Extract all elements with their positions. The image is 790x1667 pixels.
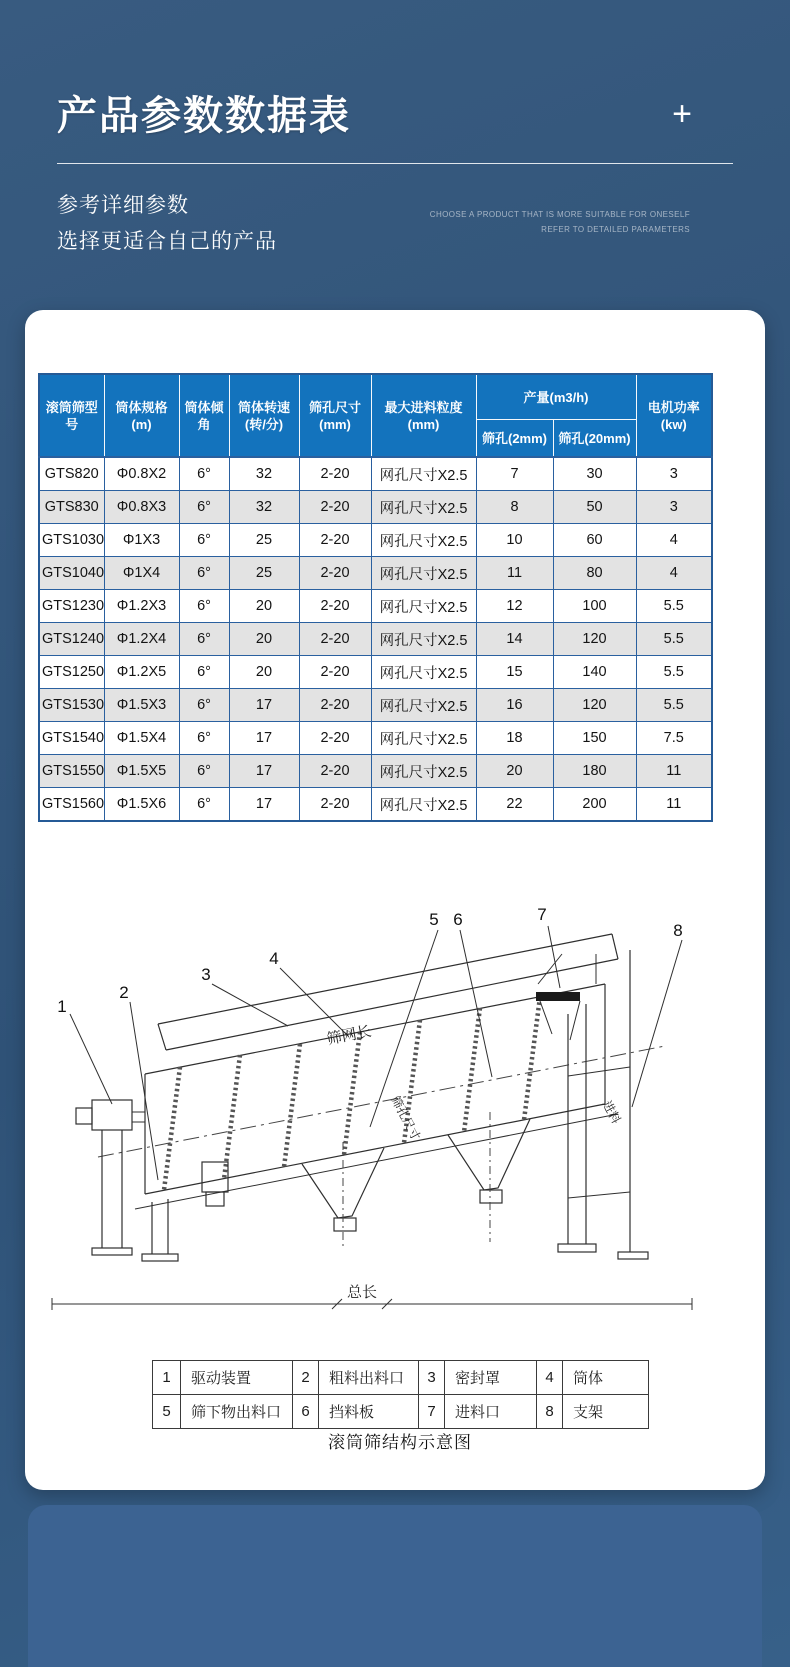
trommel-drawing [40, 862, 750, 1362]
legend-number: 6 [293, 1395, 319, 1429]
table-cell: 网孔尺寸X2.5 [371, 689, 476, 722]
table-cell: 网孔尺寸X2.5 [371, 590, 476, 623]
table-cell: 网孔尺寸X2.5 [371, 457, 476, 491]
table-cell: 11 [636, 788, 712, 822]
table-cell: 4 [636, 524, 712, 557]
screen-length-label: 筛网长 [325, 1022, 373, 1049]
legend-row [153, 1361, 649, 1395]
table-cell: 2-20 [299, 590, 371, 623]
table-cell: 5.5 [636, 689, 712, 722]
legend-label: 支架 [563, 1395, 649, 1429]
col-header-hole-size: 筛孔尺寸(mm) [299, 374, 371, 457]
table-cell: 网孔尺寸X2.5 [371, 524, 476, 557]
table-cell: 80 [553, 557, 636, 590]
table-cell: 2-20 [299, 557, 371, 590]
tagline [430, 207, 690, 237]
spec-table-body [39, 457, 712, 821]
table-cell: 12 [476, 590, 553, 623]
legend-table [152, 1360, 648, 1429]
callout-7: 7 [537, 905, 547, 924]
table-cell: 网孔尺寸X2.5 [371, 491, 476, 524]
table-cell: 2-20 [299, 491, 371, 524]
table-cell: 8 [476, 491, 553, 524]
table-cell: 7.5 [636, 722, 712, 755]
table-cell: 17 [229, 788, 299, 822]
table-cell: 4 [636, 557, 712, 590]
col-header-max-feed: 最大进料粒度(mm) [371, 374, 476, 457]
plus-icon[interactable]: + [672, 95, 692, 133]
table-cell: GTS1560 [39, 788, 104, 822]
table-cell: GTS1250 [39, 656, 104, 689]
diagram-caption: 滚筒筛结构示意图 [328, 1433, 472, 1452]
table-cell: Φ1X3 [104, 524, 179, 557]
legend-table-body [153, 1361, 649, 1429]
table-cell: GTS1040 [39, 557, 104, 590]
table-cell: 6° [179, 722, 229, 755]
table-cell: 网孔尺寸X2.5 [371, 788, 476, 822]
callout-5: 5 [429, 910, 439, 929]
subtitle [57, 188, 277, 260]
table-cell: GTS1530 [39, 689, 104, 722]
table-cell: 6° [179, 755, 229, 788]
table-cell: 2-20 [299, 788, 371, 822]
total-length-label: 总长 [346, 1284, 378, 1301]
spec-table [38, 373, 712, 822]
table-cell: 2-20 [299, 623, 371, 656]
table-cell: 6° [179, 656, 229, 689]
table-cell: Φ1.5X4 [104, 722, 179, 755]
table-cell: 17 [229, 755, 299, 788]
subtitle-line-2: 选择更适合自己的产品 [57, 230, 277, 253]
table-cell: 2-20 [299, 524, 371, 557]
callout-1: 1 [57, 997, 67, 1016]
legend-label: 挡料板 [319, 1395, 419, 1429]
legend-row [153, 1395, 649, 1429]
table-cell: 10 [476, 524, 553, 557]
table-cell: 25 [229, 557, 299, 590]
table-cell: 17 [229, 689, 299, 722]
table-cell: GTS1550 [39, 755, 104, 788]
table-cell: GTS820 [39, 457, 104, 491]
structure-diagram [40, 862, 750, 1362]
table-cell: 6° [179, 590, 229, 623]
table-cell: 2-20 [299, 689, 371, 722]
table-cell: 14 [476, 623, 553, 656]
col-header-incline: 筒体倾角 [179, 374, 229, 457]
table-cell: Φ1X4 [104, 557, 179, 590]
table-row [39, 755, 712, 788]
col-header-output-group: 产量(m3/h) [476, 374, 636, 420]
feed-note-label: 进料 [599, 1098, 624, 1127]
col-header-model: 滚筒筛型号 [39, 374, 104, 457]
callout-2: 2 [119, 983, 129, 1002]
table-row [39, 491, 712, 524]
table-cell: GTS830 [39, 491, 104, 524]
legend-number: 5 [153, 1395, 181, 1429]
table-cell: 16 [476, 689, 553, 722]
table-cell: 2-20 [299, 755, 371, 788]
table-cell: GTS1540 [39, 722, 104, 755]
table-row [39, 524, 712, 557]
table-row [39, 722, 712, 755]
table-cell: 5.5 [636, 656, 712, 689]
table-cell: 网孔尺寸X2.5 [371, 722, 476, 755]
callout-8: 8 [673, 921, 683, 940]
bottom-panel [28, 1505, 762, 1667]
table-cell: 22 [476, 788, 553, 822]
table-cell: 20 [229, 656, 299, 689]
table-cell: 140 [553, 656, 636, 689]
legend-label: 粗料出料口 [319, 1361, 419, 1395]
legend-label: 筒体 [563, 1361, 649, 1395]
callout-6: 6 [453, 910, 463, 929]
table-cell: Φ0.8X2 [104, 457, 179, 491]
col-header-output-20mm: 筛孔(20mm) [553, 420, 636, 458]
table-cell: 32 [229, 457, 299, 491]
table-cell: Φ1.5X3 [104, 689, 179, 722]
table-cell: 30 [553, 457, 636, 491]
table-row [39, 590, 712, 623]
table-cell: Φ1.5X5 [104, 755, 179, 788]
table-cell: 6° [179, 457, 229, 491]
table-cell: Φ1.5X6 [104, 788, 179, 822]
table-cell: 25 [229, 524, 299, 557]
table-cell: 2-20 [299, 722, 371, 755]
table-cell: 网孔尺寸X2.5 [371, 623, 476, 656]
legend-number: 4 [537, 1361, 563, 1395]
table-row [39, 457, 712, 491]
legend-number: 3 [419, 1361, 445, 1395]
legend-label: 筛下物出料口 [181, 1395, 293, 1429]
table-cell: 100 [553, 590, 636, 623]
table-cell: 150 [553, 722, 636, 755]
table-cell: 20 [229, 590, 299, 623]
table-cell: GTS1240 [39, 623, 104, 656]
legend-label: 驱动装置 [181, 1361, 293, 1395]
table-cell: 6° [179, 491, 229, 524]
legend-label: 密封罩 [445, 1361, 537, 1395]
table-cell: GTS1230 [39, 590, 104, 623]
table-cell: 17 [229, 722, 299, 755]
col-header-output-2mm: 筛孔(2mm) [476, 420, 553, 458]
table-cell: 18 [476, 722, 553, 755]
content-card [25, 310, 765, 1490]
col-header-spec: 筒体规格(m) [104, 374, 179, 457]
callout-4: 4 [269, 949, 279, 968]
table-row [39, 788, 712, 822]
title-divider [57, 163, 733, 164]
mesh-note-label: 筛孔尺寸 [388, 1093, 423, 1143]
page-title: 产品参数数据表 [57, 94, 351, 138]
table-cell: 32 [229, 491, 299, 524]
col-header-speed: 筒体转速(转/分) [229, 374, 299, 457]
subtitle-line-1: 参考详细参数 [57, 194, 189, 217]
table-cell: 5.5 [636, 623, 712, 656]
table-cell: 11 [636, 755, 712, 788]
table-cell: 6° [179, 788, 229, 822]
table-cell: 3 [636, 491, 712, 524]
tagline-line-2: REFER TO DETAILED PARAMETERS [541, 225, 690, 234]
table-cell: 6° [179, 623, 229, 656]
table-row [39, 623, 712, 656]
table-cell: 200 [553, 788, 636, 822]
table-cell: 180 [553, 755, 636, 788]
table-cell: 网孔尺寸X2.5 [371, 656, 476, 689]
callout-3: 3 [201, 965, 211, 984]
table-cell: Φ0.8X3 [104, 491, 179, 524]
table-cell: 5.5 [636, 590, 712, 623]
legend-number: 7 [419, 1395, 445, 1429]
table-cell: 3 [636, 457, 712, 491]
table-cell: 网孔尺寸X2.5 [371, 557, 476, 590]
table-cell: 6° [179, 524, 229, 557]
table-cell: 网孔尺寸X2.5 [371, 755, 476, 788]
table-cell: 20 [229, 623, 299, 656]
table-cell: GTS1030 [39, 524, 104, 557]
table-cell: 120 [553, 689, 636, 722]
table-cell: Φ1.2X5 [104, 656, 179, 689]
legend-number: 8 [537, 1395, 563, 1429]
table-cell: 120 [553, 623, 636, 656]
table-cell: 11 [476, 557, 553, 590]
legend-number: 2 [293, 1361, 319, 1395]
col-header-power: 电机功率(kw) [636, 374, 712, 457]
tagline-line-1: CHOOSE A PRODUCT THAT IS MORE SUITABLE FOR ONESELF [429, 210, 690, 219]
table-row [39, 557, 712, 590]
legend-label: 进料口 [445, 1395, 537, 1429]
table-row [39, 656, 712, 689]
table-cell: 20 [476, 755, 553, 788]
table-cell: 6° [179, 689, 229, 722]
table-cell: 15 [476, 656, 553, 689]
table-cell: 6° [179, 557, 229, 590]
legend-number: 1 [153, 1361, 181, 1395]
table-row [39, 689, 712, 722]
table-cell: 7 [476, 457, 553, 491]
table-cell: 2-20 [299, 656, 371, 689]
table-cell: Φ1.2X4 [104, 623, 179, 656]
table-cell: 50 [553, 491, 636, 524]
table-cell: 2-20 [299, 457, 371, 491]
table-cell: 60 [553, 524, 636, 557]
table-cell: Φ1.2X3 [104, 590, 179, 623]
